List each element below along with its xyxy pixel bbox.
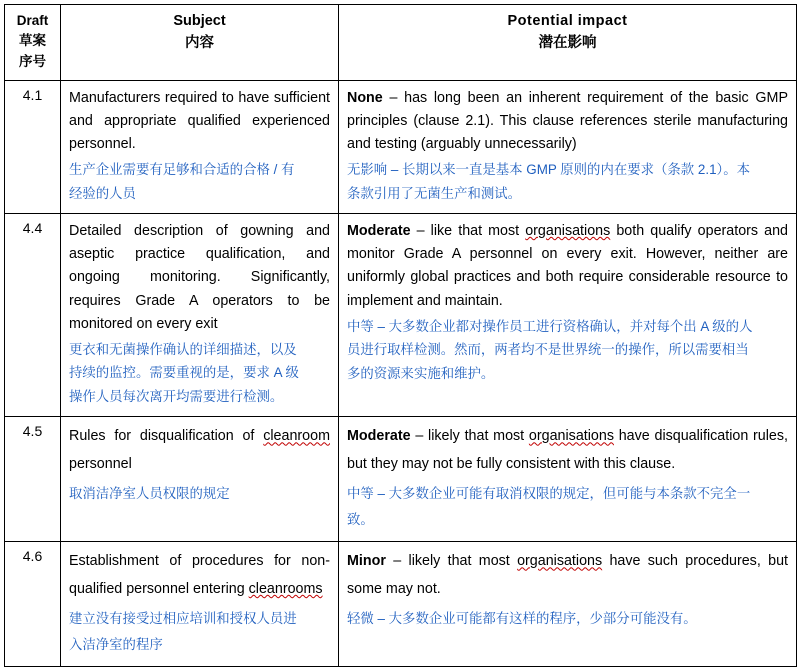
row-impact [339,417,797,542]
impact-detail: – likely that most organisations have disqualification rules, but they may not be fully consistent with this clause. [347,428,788,473]
column-header-potential-impact [339,5,797,81]
header-draft-en: Draft [16,13,49,28]
impact-text-zh [347,158,788,205]
subject-zh-line: 生产企业需要有足够和合适的合格 / 有 [69,162,295,178]
impact-detail: – has long been an inherent requirement of the basic GMP principles (clause 2.1). This clause references sterile manufacturing and testing (arguably unnecessarily) [347,89,788,153]
row-impact [339,214,797,417]
subject-text-zh [69,338,330,408]
subject-text-zh [69,606,330,658]
impact-zh-line: 中等 – 大多数企业都对操作员工进行资格确认，并对每个出 A 级的人 [347,318,753,334]
impact-severity: Moderate [347,428,411,445]
row-subject [61,542,339,667]
impact-zh-line: 多的资源来实施和维护。 [347,365,495,381]
impact-text-en [347,220,788,313]
table-row [5,417,797,542]
gmp-changes-table [4,4,797,667]
subject-text-en: Establishment of procedures for non-qualified personnel entering cleanrooms [69,553,330,598]
impact-zh-line: 员进行取样检测。然而，两者均不是世界统一的操作，所以需要相当 [347,342,749,358]
impact-text-en [347,87,788,156]
spellcheck-flagged-word: organisations [517,553,603,570]
header-draft-zh1: 草案 [19,33,46,49]
column-header-subject [61,5,339,81]
spellcheck-flagged-word: organisations [528,428,614,445]
spellcheck-flagged-word: organisations [525,223,611,240]
spellcheck-flagged-word: cleanroom [263,428,330,445]
row-number: 4.4 [5,214,61,417]
table-body [5,80,797,667]
table-header [5,5,797,81]
subject-zh-line: 持续的监控。需要重视的是，要求 A 级 [69,365,299,381]
row-impact [339,80,797,213]
header-row [5,5,797,81]
subject-zh-line: 建立没有接受过相应培训和授权人员进 [69,611,297,627]
table-row [5,214,797,417]
impact-text-zh [347,606,788,632]
subject-text-zh [69,481,330,507]
impact-text-en [347,548,788,604]
impact-text-en [347,423,788,479]
impact-zh-line: 条款引用了无菌生产和测试。 [347,185,522,201]
subject-zh-line: 操作人员每次离开均需要进行检测。 [69,388,284,404]
spellcheck-flagged-word: cleanrooms [248,581,323,598]
row-impact [339,542,797,667]
row-subject [61,80,339,213]
impact-detail: – like that most organisations both qualify operators and monitor Grade A personnel on every exit. However, neither are uniformly global practices and both require considerable resource to implement and maintain. [347,223,789,309]
row-number: 4.6 [5,542,61,667]
header-subject-en: Subject [173,13,226,29]
impact-severity: Moderate [347,223,411,240]
header-subject-zh: 内容 [185,34,214,51]
column-header-draft-number [5,5,61,81]
impact-zh-line: 轻微 – 大多数企业可能都有这样的程序，少部分可能没有。 [347,611,697,627]
impact-text-zh [347,315,788,385]
impact-severity: None [347,89,383,106]
subject-text-en: Manufacturers required to have sufficient and appropriate qualified experienced personnel. [69,89,330,153]
impact-zh-line: 中等 – 大多数企业可能有取消权限的规定，但可能与本条款不完全一 [347,486,751,502]
row-number: 4.1 [5,80,61,213]
table-row [5,80,797,213]
subject-text-en: Rules for disqualification of cleanroom personnel [69,428,330,473]
subject-zh-line: 更衣和无菌操作确认的详细描述，以及 [69,341,297,357]
row-subject [61,214,339,417]
impact-zh-line: 无影响 – 长期以来一直是基本 GMP 原则的内在要求（条款 2.1）。本 [347,162,750,178]
row-subject [61,417,339,542]
subject-zh-line: 入洁净室的程序 [69,637,163,653]
subject-zh-line: 取消洁净室人员权限的规定 [69,486,230,502]
impact-text-zh [347,481,788,533]
impact-detail: – likely that most organisations have such procedures, but some may not. [347,553,788,598]
impact-zh-line: 致。 [347,512,374,528]
header-impact-zh: 潜在影响 [538,34,597,51]
header-draft-zh2: 序号 [19,53,46,69]
subject-zh-line: 经验的人员 [69,185,136,201]
header-impact-en: Potential impact [507,13,628,29]
subject-text-zh [69,158,330,205]
impact-severity: Minor [347,553,386,570]
table-row [5,542,797,667]
subject-text-en: Detailed description of gowning and aseptic practice qualification, and ongoing monitoring. Significantly, requires Grade A operators to be monitored on every exit [69,223,330,332]
row-number: 4.5 [5,417,61,542]
